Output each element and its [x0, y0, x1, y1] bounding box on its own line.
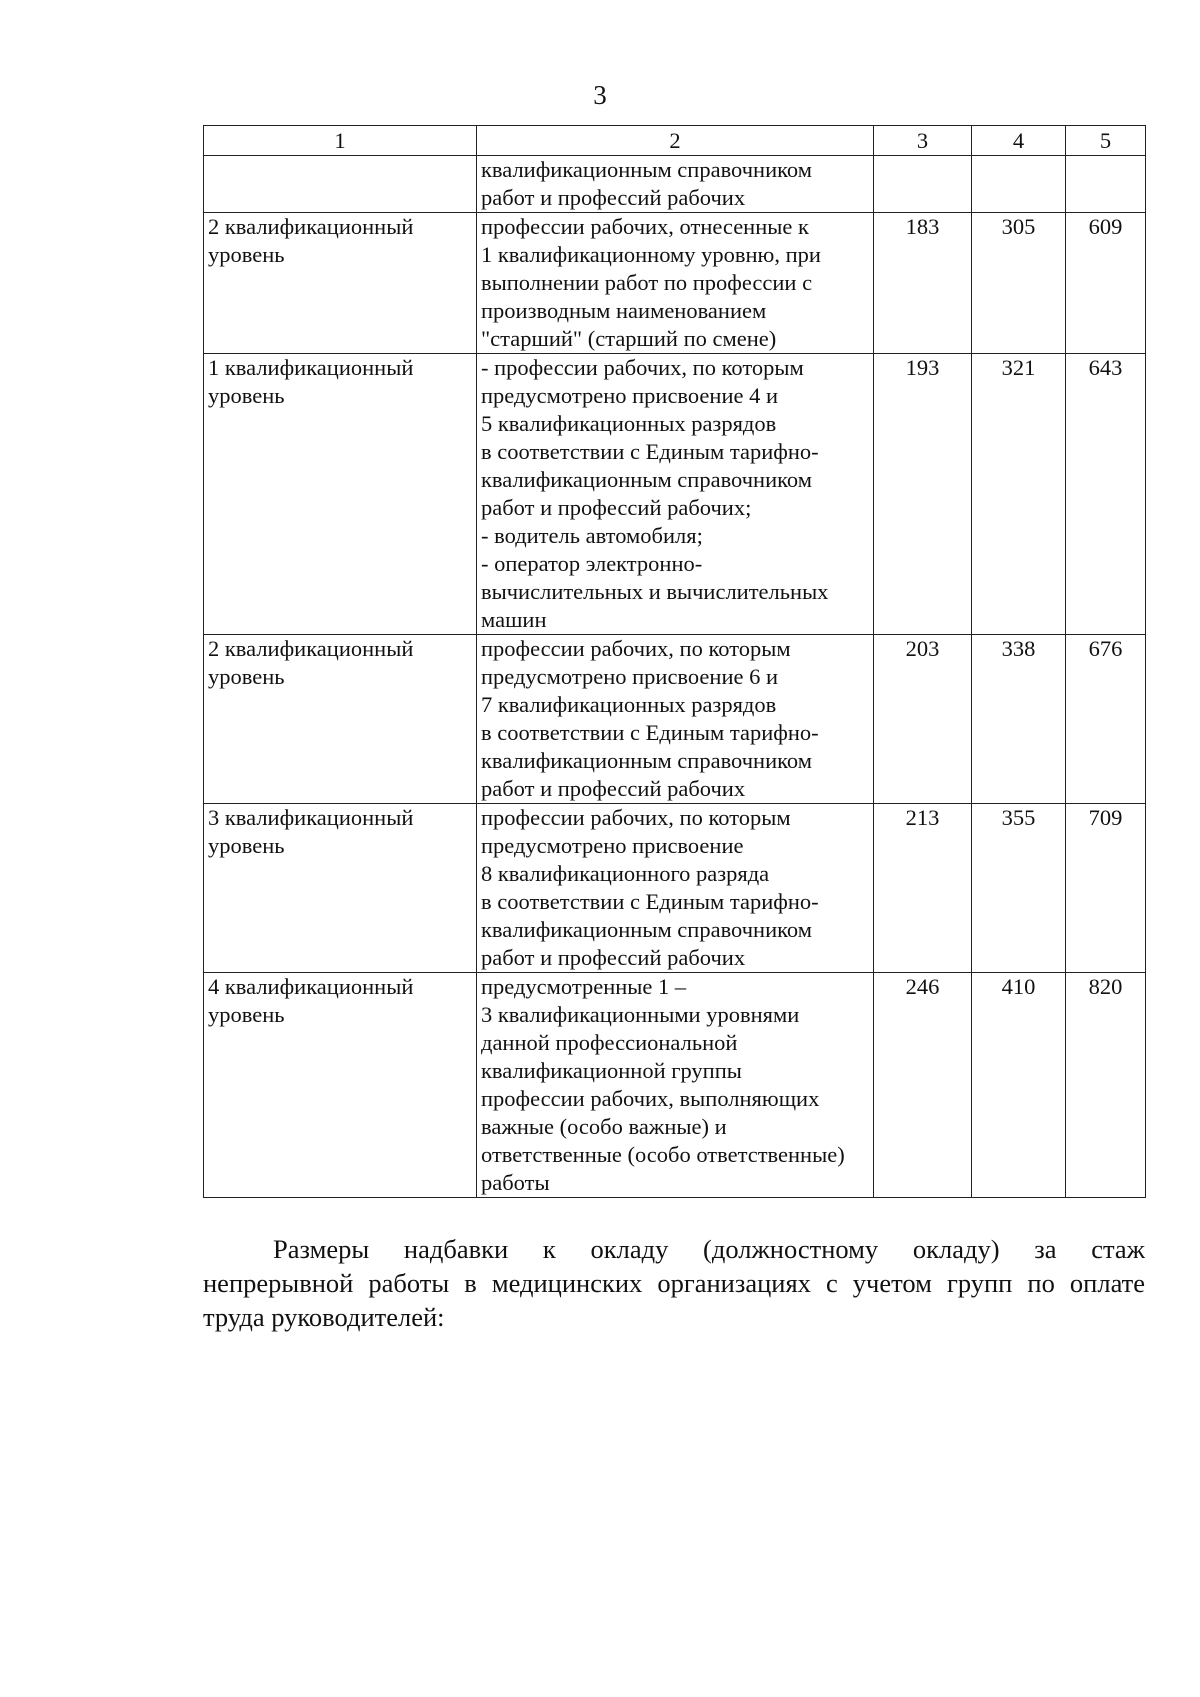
value-cell-col4: [972, 156, 1066, 213]
value-cell-col3: 183: [874, 213, 972, 354]
value-cell-col4: 338: [972, 635, 1066, 804]
profession-description-cell: квалификационным справочником работ и профессий рабочих: [477, 156, 874, 213]
qualification-level-cell: [204, 156, 477, 213]
profession-description-cell: профессии рабочих, отнесенные к 1 квалификационному уровню, при выполнении работ по профессии с производным наименованием "старший" (старший по смене): [477, 213, 874, 354]
table-header-cell: 5: [1066, 126, 1146, 156]
table-row: [204, 973, 1146, 1198]
table-header-cell: 2: [477, 126, 874, 156]
value-cell-col5: 609: [1066, 213, 1146, 354]
paragraph-line: труда руководителей:: [203, 1302, 445, 1332]
value-cell-col5: 643: [1066, 354, 1146, 635]
qualification-level-cell: 2 квалификационный уровень: [204, 213, 477, 354]
table-header-row: [204, 126, 1146, 156]
qualification-level-cell: 3 квалификационный уровень: [204, 804, 477, 973]
value-cell-col3: [874, 156, 972, 213]
qualification-level-cell: 2 квалификационный уровень: [204, 635, 477, 804]
table-header: [204, 126, 1146, 156]
value-cell-col3: 203: [874, 635, 972, 804]
table-row: [204, 156, 1146, 213]
value-cell-col3: 213: [874, 804, 972, 973]
table-row: [204, 213, 1146, 354]
profession-description-cell: профессии рабочих, по которым предусмотрено присвоение 8 квалификационного разряда в соответствии с Единым тарифно- квалификационным справочником работ и профессий рабочих: [477, 804, 874, 973]
table-row: [204, 635, 1146, 804]
paragraph-line: Размеры надбавки к окладу (должностному окладу) за стаж: [273, 1234, 1145, 1264]
value-cell-col5: 676: [1066, 635, 1146, 804]
salary-table: [203, 125, 1146, 1198]
value-cell-col5: [1066, 156, 1146, 213]
profession-description-cell: профессии рабочих, по которым предусмотрено присвоение 6 и 7 квалификационных разрядов в соответствии с Единым тарифно- квалификационным справочником работ и профессий рабочих: [477, 635, 874, 804]
value-cell-col5: 820: [1066, 973, 1146, 1198]
qualification-level-cell: 1 квалификационный уровень: [204, 354, 477, 635]
page-number: 3: [593, 80, 607, 110]
body-paragraph: [203, 1232, 1145, 1334]
value-cell-col4: 355: [972, 804, 1066, 973]
profession-description-cell: - профессии рабочих, по которым предусмотрено присвоение 4 и 5 квалификационных разрядов в соответствии с Единым тарифно- квалификационным справочником работ и профессий рабочих; - водитель автомобиля; - оператор электронно- вычислительных и вычислительных машин: [477, 354, 874, 635]
table-header-cell: 1: [204, 126, 477, 156]
table-row: [204, 804, 1146, 973]
value-cell-col5: 709: [1066, 804, 1146, 973]
value-cell-col3: 193: [874, 354, 972, 635]
value-cell-col4: 321: [972, 354, 1066, 635]
paragraph-line: непрерывной работы в медицинских организациях с учетом групп по оплате: [203, 1268, 1145, 1298]
value-cell-col4: 410: [972, 973, 1066, 1198]
qualification-level-cell: 4 квалификационный уровень: [204, 973, 477, 1198]
table-body: [204, 156, 1146, 1198]
profession-description-cell: предусмотренные 1 – 3 квалификационными уровнями данной профессиональной квалификационной группы профессии рабочих, выполняющих важные (особо важные) и ответственные (особо ответственные) работы: [477, 973, 874, 1198]
value-cell-col3: 246: [874, 973, 972, 1198]
table-header-cell: 4: [972, 126, 1066, 156]
table-header-cell: 3: [874, 126, 972, 156]
table-row: [204, 354, 1146, 635]
value-cell-col4: 305: [972, 213, 1066, 354]
